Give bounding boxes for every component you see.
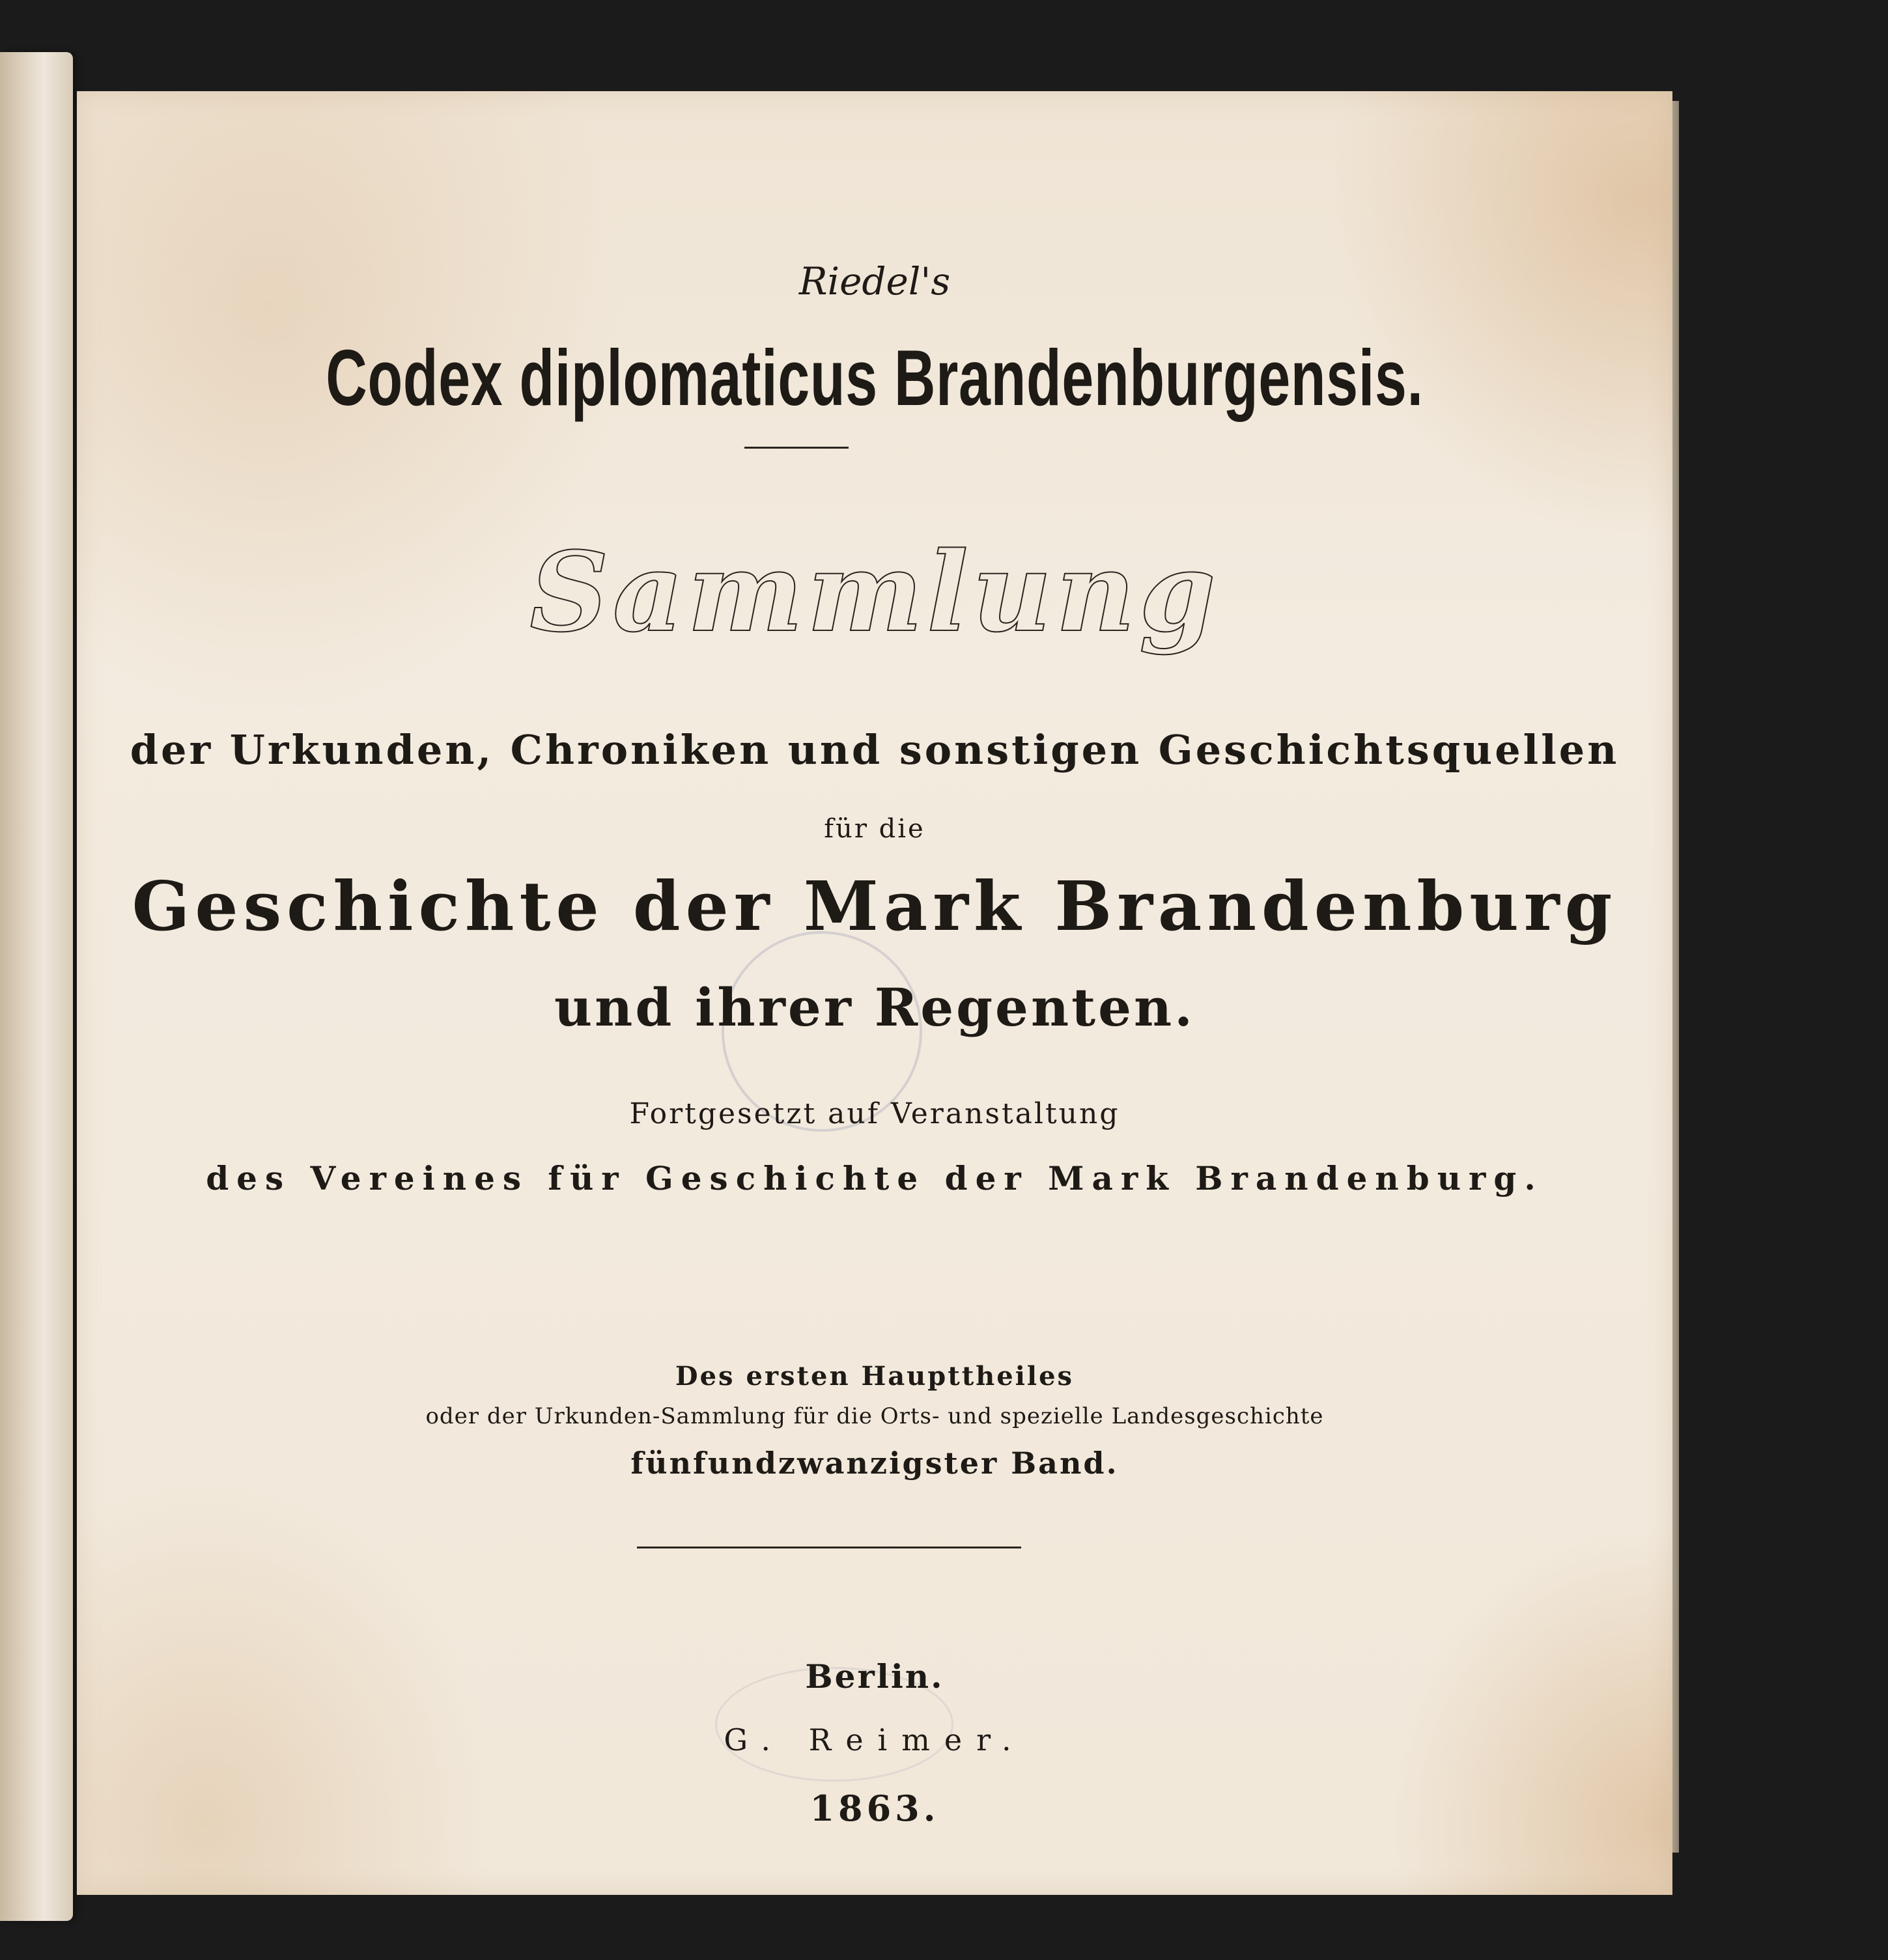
facing-page-edge xyxy=(0,52,73,1921)
subtitle-line-3: Geschichte der Mark Brandenburg xyxy=(132,866,1618,946)
main-title: Codex diplomaticus Brandenburgensis. xyxy=(326,333,1424,422)
continued-line-2: des Vereines für Geschichte der Mark Brandenburg. xyxy=(206,1159,1543,1197)
author-line: Riedel's xyxy=(798,259,951,303)
part-line-2: oder der Urkunden-Sammlung für die Orts- und spezielle Landesgeschichte xyxy=(425,1403,1324,1429)
collection-heading: Sammlung xyxy=(529,527,1220,656)
part-line-3: fünfundzwanzigster Band. xyxy=(630,1446,1119,1481)
imprint-year: 1863. xyxy=(810,1787,940,1829)
title-page xyxy=(77,91,1672,1895)
subtitle-line-2: für die xyxy=(824,814,925,844)
subtitle-line-4: und ihrer Regenten. xyxy=(554,977,1195,1038)
subtitle-line-1: der Urkunden, Chroniken und sonstigen Geschichtsquellen xyxy=(130,726,1620,774)
title-rule xyxy=(744,447,849,449)
imprint-publisher: G. Reimer. xyxy=(724,1722,1026,1757)
part-line-1: Des ersten Haupttheiles xyxy=(675,1361,1075,1392)
imprint-rule xyxy=(637,1547,1021,1548)
imprint-place: Berlin. xyxy=(805,1657,944,1696)
continued-line-1: Fortgesetzt auf Veranstaltung xyxy=(629,1097,1120,1130)
